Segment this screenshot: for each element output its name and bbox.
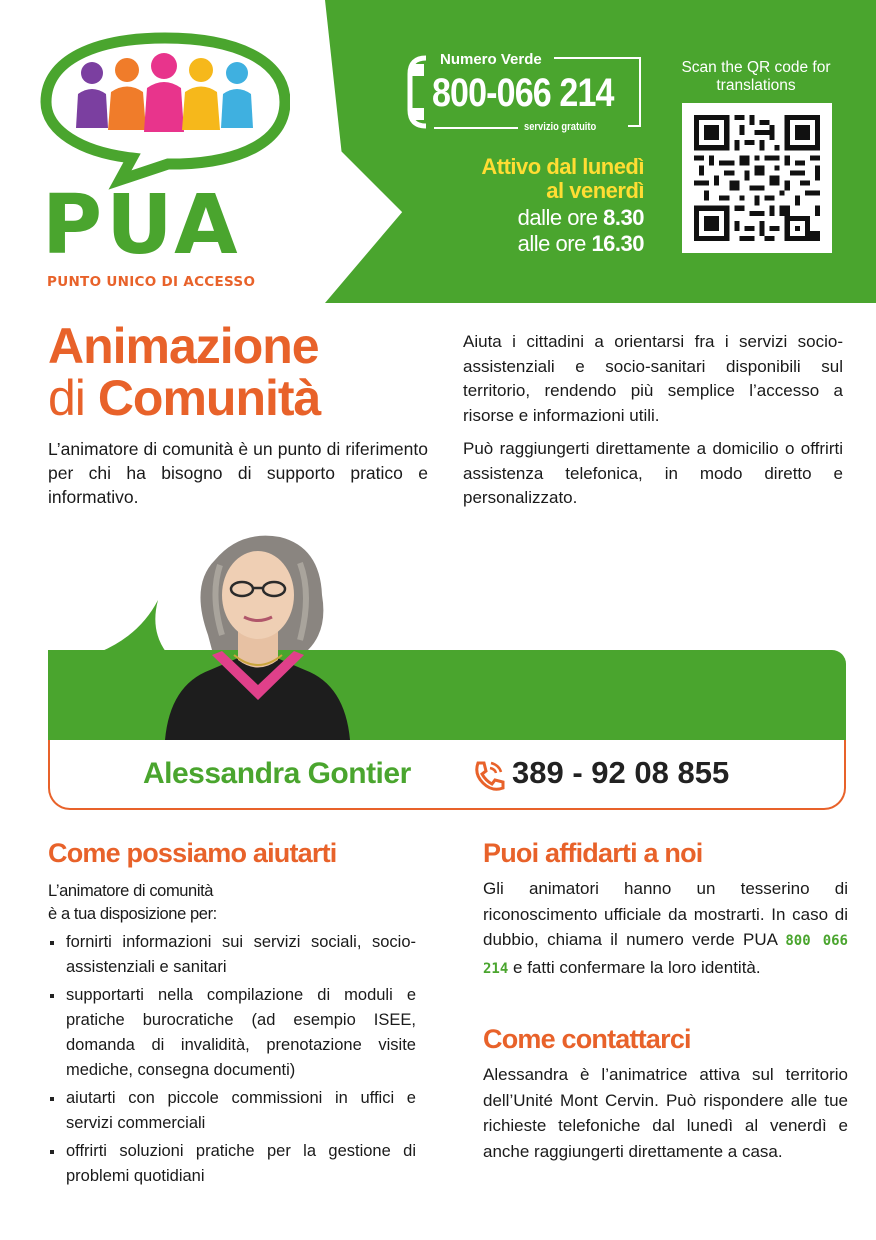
qr-code-icon [694,115,820,241]
help-intro: L’animatore di comunità è a tua disposizione per: [48,882,217,923]
help-list [48,930,416,1192]
opening-hours: dalle ore 8.30 alle ore 16.30 [517,205,644,256]
list-item: supportarti nella compilazione di moduli e pratiche burocratiche (ad esempio ISEE, domanda di invalidità, prenotazione visite mediche, consegna documenti) [48,983,416,1083]
hotline-note: servizio gratuito [524,121,597,133]
active-days: Attivo dal lunedì al venerdì [481,154,644,203]
hotline-inline-number[interactable]: 800 066 214 [483,933,848,977]
hotline-number: 800-066 214 [432,71,614,115]
list-item: fornirti informazioni sui servizi sociali, socio-assistenziali e sanitari [48,930,416,980]
list-item: offrirti soluzioni pratiche per la gestione di problemi quotidiani [48,1139,416,1189]
contact-heading: Come contattarci [483,1024,691,1054]
pua-logo-icon [40,30,290,190]
phone-icon [470,759,506,793]
qr-label: Scan the QR code for translations [681,59,831,94]
person-portrait [160,525,355,740]
trust-text: Gli animatori hanno un tesserino di riconoscimento ufficiale da mostrarti. In caso di dubbio, chiama il numero verde PUA 800 066 214 e fatti confermare la loro identità. [483,879,848,977]
intro-right-text: Aiuta i cittadini a orientarsi fra i servizi socio-assistenziali e socio-sanitari disponibili sul territorio, rendendo più semplice l’accesso a risorse e informazioni utili. Può raggiungerti direttamente a domicilio o offrirti assistenza telefonica, in modo diretto e personalizzato. [463,332,843,507]
help-heading: Come possiamo aiutarti [48,838,337,868]
contact-phone[interactable]: 389 - 92 08 855 [512,755,730,790]
list-item: aiutarti con piccole commissioni in uffici e servizi commerciali [48,1086,416,1136]
contact-us-text: Alessandra è l’animatrice attiva sul territorio dell’Unité Mont Cervin. Può rispondere alle tue richieste telefoniche dal lunedì al venerdì e anche raggiungerti direttamente a casa. [483,1065,848,1161]
hotline-label: Numero Verde [440,51,542,68]
brand-subtitle: PUNTO UNICO DI ACCESSO [47,274,256,290]
brand-title: PUA [42,178,242,273]
qr-code[interactable] [682,103,832,253]
trust-heading: Puoi affidarti a noi [483,838,703,868]
intro-left-text: L’animatore di comunità è un punto di riferimento per chi ha bisogno di supporto pratico e informativo. [48,439,428,507]
page-title: Animazione di Comunità [48,318,321,426]
contact-name: Alessandra Gontier [143,757,411,790]
